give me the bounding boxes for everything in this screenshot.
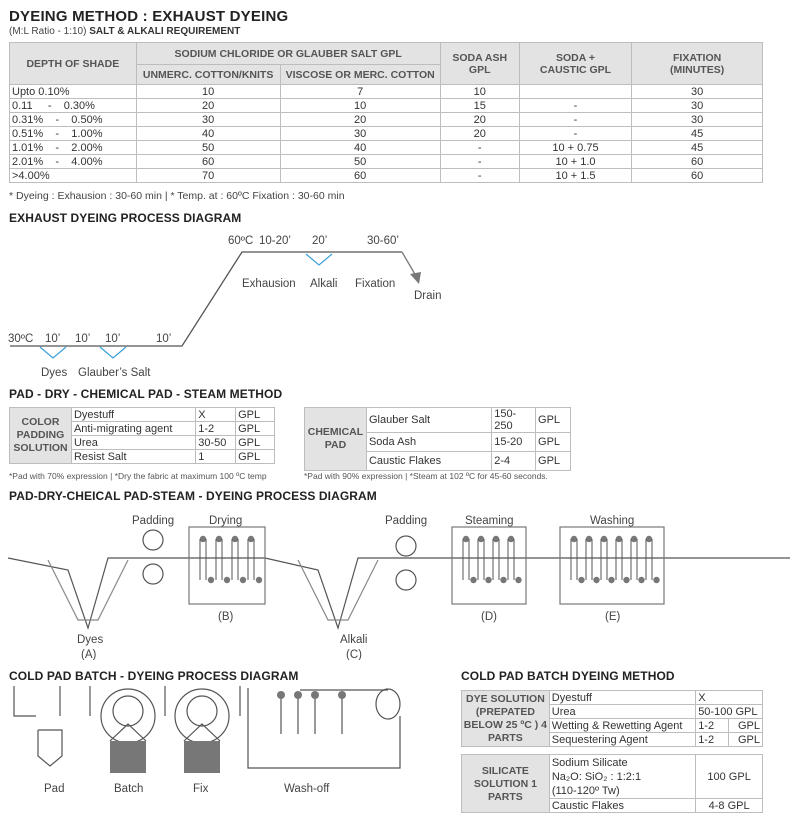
padding-roller-1-bottom <box>143 564 163 584</box>
table-row <box>305 408 571 433</box>
drain-arrow-icon <box>410 272 421 284</box>
item-qty: 4-8 GPL <box>696 799 763 813</box>
guide-roller <box>216 536 222 542</box>
dye-solution-table <box>461 690 763 747</box>
color-padding-table <box>9 407 275 464</box>
cell-caustic <box>519 85 631 99</box>
fabric-loop <box>463 539 469 580</box>
cell-fix: 30 <box>632 113 763 127</box>
wash-rod-head <box>294 691 302 699</box>
fabric-loop <box>478 539 484 580</box>
fix-block <box>184 741 220 773</box>
guide-roller <box>653 577 659 583</box>
drying-label: Drying <box>209 515 243 527</box>
guide-roller <box>470 577 476 583</box>
washing-label: Washing <box>590 515 635 527</box>
item-name <box>549 755 695 799</box>
cell-fix: 45 <box>632 141 763 155</box>
guide-roller <box>508 536 514 542</box>
cell-depth: 0.31% - 0.50% <box>10 113 137 127</box>
solution-label: SILICATE SOLUTION 1 PARTS <box>462 755 550 813</box>
cell-fix: 30 <box>632 85 763 99</box>
guide-roller <box>256 577 262 583</box>
silicate-solution-table <box>461 754 763 813</box>
fabric-path <box>8 558 790 628</box>
cell-soda: - <box>440 141 519 155</box>
label-b: (B) <box>218 611 234 623</box>
base-time-2: 10’ <box>75 333 91 345</box>
cell-soda: - <box>440 169 519 183</box>
fabric-loop <box>493 539 499 580</box>
time-label-3: 30-60’ <box>367 235 399 247</box>
exhaustion-label: Exhausion <box>242 278 296 290</box>
drain-label: Drain <box>414 290 442 302</box>
fix-roll-inner <box>187 696 217 726</box>
exhaust-diagram <box>0 226 470 382</box>
guide-roller <box>232 536 238 542</box>
cell-viscose: 7 <box>280 85 440 99</box>
item-unit: GPL <box>236 436 275 450</box>
solution-label: DYE SOLUTION (PREPATED BELOW 25 ºC ) 4 PARTS <box>462 691 550 747</box>
time-label-1: 10-20’ <box>259 235 291 247</box>
cell-unmerc: 40 <box>136 127 280 141</box>
item-name: Resist Salt <box>71 450 195 464</box>
fabric-loop <box>631 539 637 580</box>
cell-caustic: - <box>519 127 631 141</box>
item-name: Caustic Flakes <box>366 452 491 471</box>
padding-roller-2-top <box>396 536 416 556</box>
table-row <box>10 155 763 169</box>
guide-roller <box>224 577 230 583</box>
fix-label: Fix <box>193 783 209 795</box>
item-name: Wetting & Rewetting Agent <box>549 719 695 733</box>
padding-roller-1-top <box>143 530 163 550</box>
page-title: DYEING METHOD : EXHAUST DYEING <box>9 8 289 25</box>
subtitle-text: SALT & ALKALI REQUIREMENT <box>89 26 241 37</box>
silicate-line: Na₂O: SiO₂ : 1:2:1 <box>551 770 642 783</box>
fabric-loop <box>248 539 254 580</box>
item-qty: 1-2 <box>696 719 729 733</box>
guide-roller <box>478 536 484 542</box>
label-d: (D) <box>481 611 497 623</box>
item-qty: 150-250 <box>492 408 536 433</box>
label-e: (E) <box>605 611 621 623</box>
exhaust-diagram-title: EXHAUST DYEING PROCESS DIAGRAM <box>9 211 242 225</box>
guide-roller <box>571 536 577 542</box>
cell-fix: 60 <box>632 155 763 169</box>
guide-roller <box>623 577 629 583</box>
pad-label: Pad <box>44 783 65 795</box>
drying-loops <box>200 536 262 583</box>
cell-depth: 0.51% - 1.00% <box>10 127 137 141</box>
item-qty: X <box>196 408 236 422</box>
guide-roller <box>240 577 246 583</box>
item-unit: GPL <box>236 408 275 422</box>
fix-roll-outer <box>175 689 229 743</box>
cold-method-title: COLD PAD BATCH DYEING METHOD <box>461 669 675 683</box>
drain-line <box>402 252 416 276</box>
cell-depth: Upto 0.10% <box>10 85 137 99</box>
cell-caustic: 10 + 1.5 <box>519 169 631 183</box>
cell-viscose: 10 <box>280 99 440 113</box>
silicate-line: (110-120º Tw) <box>551 784 620 797</box>
base-time-4: 10’ <box>156 333 172 345</box>
item-qty: 30-50 <box>196 436 236 450</box>
alkali-label-c: Alkali <box>340 634 368 646</box>
fabric-loop <box>616 539 622 580</box>
item-qty: 1-2 <box>696 733 729 747</box>
dyes-label-a: Dyes <box>77 634 104 646</box>
cell-soda: 20 <box>440 113 519 127</box>
washing-loops <box>571 536 660 583</box>
cell-viscose: 20 <box>280 113 440 127</box>
table-row <box>10 141 763 155</box>
table-row <box>10 85 763 99</box>
dyes-dose-mark <box>40 347 66 358</box>
fabric-loop <box>571 539 577 580</box>
table-row <box>10 408 275 422</box>
fabric-loop <box>200 539 206 580</box>
guide-roller <box>200 536 206 542</box>
item-unit: GPL <box>236 450 275 464</box>
item-name: Urea <box>71 436 195 450</box>
item-qty: 50-100 GPL <box>696 705 763 719</box>
guide-roller <box>646 536 652 542</box>
col-viscose-header: VISCOSE OR MERC. COTTON <box>280 65 440 85</box>
fabric-loop <box>232 539 238 580</box>
time-label-2: 20’ <box>312 235 328 247</box>
cell-caustic: 10 + 1.0 <box>519 155 631 169</box>
batch-roll-inner <box>113 696 143 726</box>
item-name: Dyestuff <box>71 408 195 422</box>
cell-caustic: - <box>519 99 631 113</box>
item-qty: 1 <box>196 450 236 464</box>
dyes-label: Dyes <box>41 367 68 379</box>
fabric-loop <box>601 539 607 580</box>
item-qty: 1-2 <box>196 422 236 436</box>
fabric-loop <box>216 539 222 580</box>
cell-unmerc: 30 <box>136 113 280 127</box>
item-name: Soda Ash <box>366 433 491 452</box>
salt-dose-mark <box>100 347 126 358</box>
fabric-loop <box>508 539 514 580</box>
item-qty: 2-4 <box>492 452 536 471</box>
cell-unmerc: 70 <box>136 169 280 183</box>
batch-block <box>110 741 146 773</box>
item-name: Caustic Flakes <box>549 799 695 813</box>
table-row <box>462 755 763 799</box>
guide-roller <box>586 536 592 542</box>
guide-roller <box>493 536 499 542</box>
ratio-text: (M:L Ratio - 1:10) <box>9 26 87 37</box>
fabric-loop <box>586 539 592 580</box>
alkali-label: Alkali <box>310 278 338 290</box>
wash-exit-roll <box>376 689 400 719</box>
guide-roller <box>500 577 506 583</box>
fixation-label: Fixation <box>355 278 396 290</box>
salt-table-body <box>10 85 763 183</box>
cell-depth: 1.01% - 2.00% <box>10 141 137 155</box>
cold-diagram-title: COLD PAD BATCH - DYEING PROCESS DIAGRAM <box>9 669 299 683</box>
cell-soda: 15 <box>440 99 519 113</box>
table-row <box>10 113 763 127</box>
table-row <box>10 99 763 113</box>
cell-viscose: 30 <box>280 127 440 141</box>
cell-depth: >4.00% <box>10 169 137 183</box>
cell-depth: 0.11 - 0.30% <box>10 99 137 113</box>
cell-soda: 10 <box>440 85 519 99</box>
batch-label: Batch <box>114 783 144 795</box>
item-unit: GPL <box>536 408 571 433</box>
guide-roller <box>616 536 622 542</box>
cell-caustic: - <box>519 113 631 127</box>
batch-roll-outer <box>101 689 155 743</box>
pad-dry-steam-diagram <box>0 508 790 660</box>
solution-label: CHEMICAL PAD <box>305 408 367 471</box>
item-qty: 100 GPL <box>696 755 763 799</box>
color-padding-note: *Pad with 70% expression | *Dry the fabric at maximum 100 ºC temp <box>9 471 267 481</box>
item-name: Anti-migrating agent <box>71 422 195 436</box>
item-unit: GPL <box>236 422 275 436</box>
padding-label-2: Padding <box>385 515 428 527</box>
exhaust-temp-curve <box>10 252 402 346</box>
fabric-loop <box>646 539 652 580</box>
col-fix-header: FIXATION (MINUTES) <box>632 43 763 85</box>
page-subtitle <box>9 26 240 37</box>
pad-to-trough-line <box>14 686 36 716</box>
cold-pad-batch-diagram <box>0 686 420 810</box>
salt-table-note: * Dyeing : Exhausion : 30-60 min | * Temp. at : 60ºC Fixation : 30-60 min <box>9 190 345 202</box>
guide-roller <box>248 536 254 542</box>
padding-label-1: Padding <box>132 515 175 527</box>
table-row <box>10 127 763 141</box>
wash-tank <box>248 688 400 768</box>
cell-fix: 30 <box>632 99 763 113</box>
guide-roller <box>608 577 614 583</box>
item-name: Sequestering Agent <box>549 733 695 747</box>
col-unmerc-header: UNMERC. COTTON/KNITS <box>136 65 280 85</box>
cell-fix: 45 <box>632 127 763 141</box>
cell-caustic: 10 + 0.75 <box>519 141 631 155</box>
alkali-dose-mark <box>306 254 332 265</box>
top-temp-label: 60ºC <box>228 235 254 247</box>
label-a: (A) <box>81 649 97 660</box>
guide-roller <box>485 577 491 583</box>
col-soda-header: SODA ASH GPL <box>440 43 519 85</box>
guide-roller <box>593 577 599 583</box>
table-row <box>462 691 763 705</box>
steaming-label: Steaming <box>465 515 514 527</box>
cell-soda: - <box>440 155 519 169</box>
base-time-1: 10’ <box>45 333 61 345</box>
cell-soda: 20 <box>440 127 519 141</box>
steaming-loops <box>463 536 522 583</box>
guide-roller <box>638 577 644 583</box>
guide-roller <box>463 536 469 542</box>
wash-rod-head <box>338 691 346 699</box>
silicate-line: Sodium Silicate <box>551 756 628 769</box>
cell-depth: 2.01% - 4.00% <box>10 155 137 169</box>
guide-roller <box>578 577 584 583</box>
item-unit: GPL <box>536 433 571 452</box>
salt-alkali-table <box>9 42 763 183</box>
item-unit: GPL <box>729 719 763 733</box>
cell-viscose: 60 <box>280 169 440 183</box>
label-c: (C) <box>346 649 362 660</box>
salt-label: Glauber’s Salt <box>78 367 151 379</box>
item-name: Dyestuff <box>549 691 695 705</box>
start-temp-label: 30ºC <box>8 333 34 345</box>
item-name: Urea <box>549 705 695 719</box>
guide-roller <box>631 536 637 542</box>
item-unit: GPL <box>536 452 571 471</box>
table-row <box>10 169 763 183</box>
cell-unmerc: 10 <box>136 85 280 99</box>
item-qty: 15-20 <box>492 433 536 452</box>
chemical-pad-table <box>304 407 571 471</box>
cell-fix: 60 <box>632 169 763 183</box>
item-name: Glauber Salt <box>366 408 491 433</box>
cell-unmerc: 50 <box>136 141 280 155</box>
base-time-3: 10’ <box>105 333 121 345</box>
guide-roller <box>601 536 607 542</box>
cell-viscose: 50 <box>280 155 440 169</box>
wash-rod-head <box>277 691 285 699</box>
guide-roller <box>208 577 214 583</box>
pad-trough <box>38 730 62 766</box>
col-caustic-header: SODA + CAUSTIC GPL <box>519 43 631 85</box>
item-qty: X <box>696 691 763 705</box>
wash-label: Wash-off <box>284 783 330 795</box>
solution-label: COLOR PADDING SOLUTION <box>10 408 72 464</box>
item-unit: GPL <box>729 733 763 747</box>
pad-method-title: PAD - DRY - CHEMICAL PAD - STEAM METHOD <box>9 387 283 401</box>
col-salt-header: SODIUM CHLORIDE OR GLAUBER SALT GPL <box>136 43 440 65</box>
guide-roller <box>515 577 521 583</box>
wash-rod-head <box>311 691 319 699</box>
col-depth-header: DEPTH OF SHADE <box>10 43 137 85</box>
wash-rods <box>277 691 346 734</box>
trough-c <box>298 560 378 620</box>
cell-unmerc: 20 <box>136 99 280 113</box>
cell-unmerc: 60 <box>136 155 280 169</box>
pad-diagram-title: PAD-DRY-CHEICAL PAD-STEAM - DYEING PROCESS DIAGRAM <box>9 489 377 503</box>
padding-roller-2-bottom <box>396 570 416 590</box>
chemical-pad-note: *Pad with 90% expression | *Steam at 102 ºC for 45-60 seconds. <box>304 471 548 481</box>
cell-viscose: 40 <box>280 141 440 155</box>
